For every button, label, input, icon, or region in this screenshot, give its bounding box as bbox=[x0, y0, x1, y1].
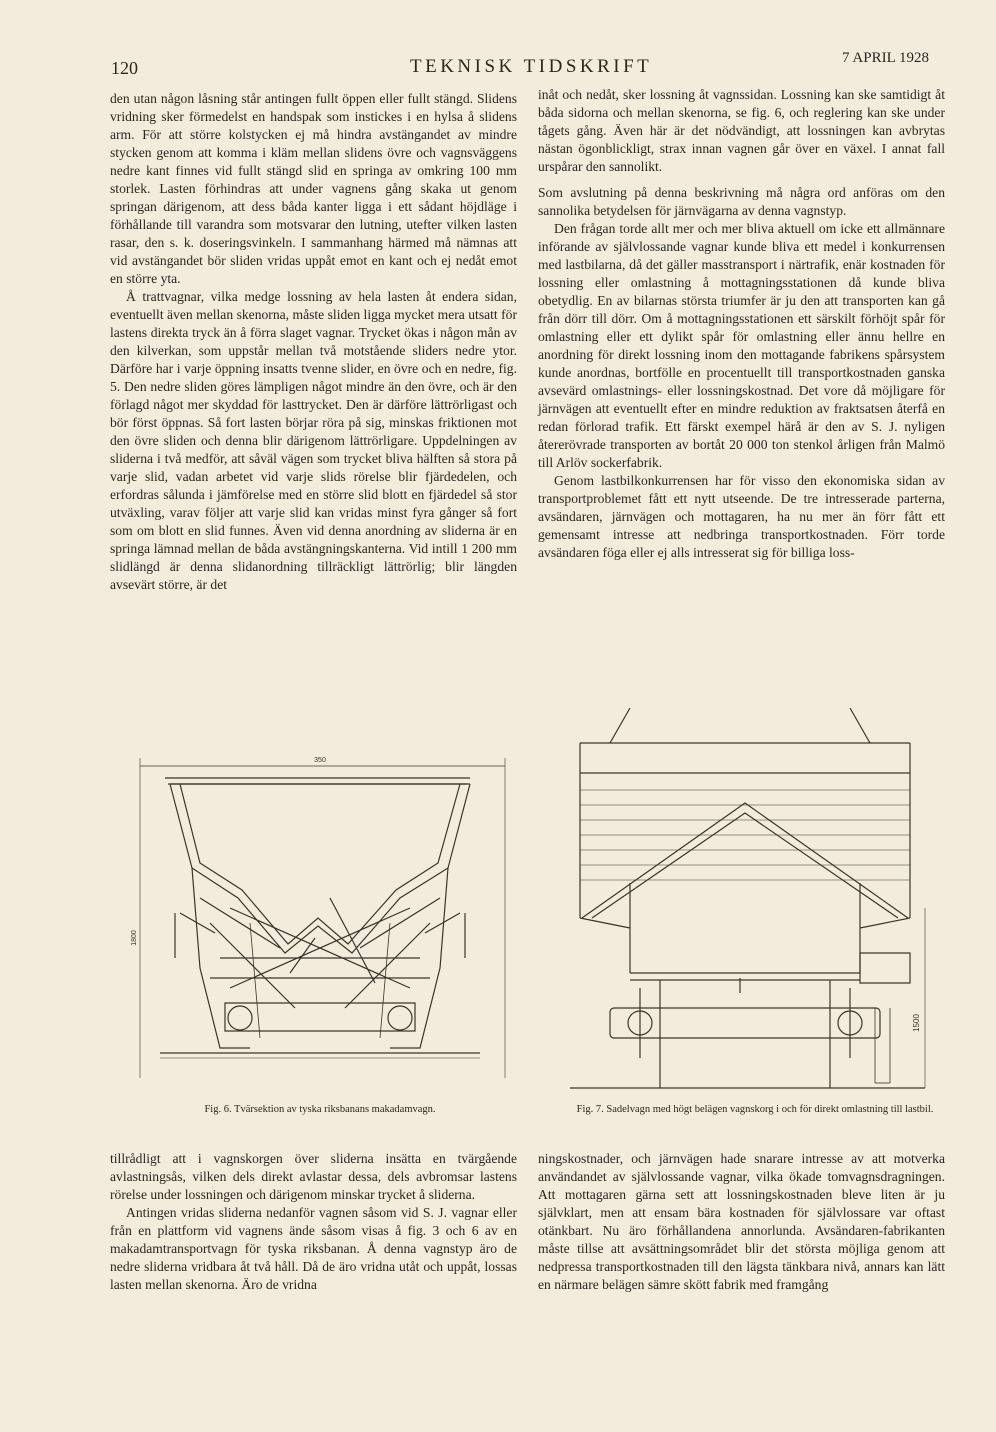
paragraph: Å trattvagnar, vilka medge lossning av hela lasten åt endera sidan, eventuellt även mellan skenorna, måste sliden ligga mycket mera utsatt för lastens direkta tryck än å förra slaget vagnar. Trycket ökas i någon mån av den kilverkan, som uppstår mellan två motstående sliders nedre ytor. Därföre har i varje öppning insatts tvenne slider, en övre och en nedre, fig. 5. Den nedre sliden göres lämpligen något mindre än den övre, och är den förlagd något mer skyddad för lasttrycket. Den är därföre lättrörligast och bör först öppnas. Så fort lasten börjar röra på sig, minskas friktionen mot den övre sliden och denna blir därigenom lättrörligare. Uppdelningen av sliderna i två medför, att såväl vägen som trycket bliva hälften så stora på varje slid, vadan arbetet vid varje slids rörelse blir fjärdedelen, och erfordras sålunda i jämförelse med en större slid blott en fjärdedel så stor utväxling, varav följer att varje slid kan vridas minst fyra gånger så fort som om blott en slid funnes. Även vid denna anordning av sliderna är en springa lämnad mellan de båda avstängningskanterna. Vid intill 1 200 mm slidlängd är denna slidanordning tillräckligt lättrörlig; blir längden avsevärt större, är det bbox=[110, 289, 517, 592]
paragraph: Den frågan torde allt mer och mer bliva aktuell om icke ett allmännare införande av självlossande vagnar kunde bliva ett medel i konkurrensen med lastbilarna, då det gäller masstransport i närtrafik, enär kostnaden för lossning eller omlastning å mottagningsstationen då kunde bliva obetydlig. En av bilarnas största triumfer är ju den att transporten kan gå från dörr till dörr. Om å mottagningsstationen ett särskilt förhöjt spår för omlastning eller ett dylikt spår för omlastning eller ännu hellre en anordning för direkt lossning inom den mottagande fabrikens spårsystem kunde anordnas, bortfölle en procentuellt till transportkostnaden ganska avsevärd omlastnings- eller lossningskostnad. Det vore då möjligare för järnvägen att eventuellt efter en mindre reduktion av fraktsatsen återfå en redan förlorad trafik. Ett färskt exempel härå är den av S. J. nyligen återerövrade transporten av bortåt 20 000 ton stenkol årligen från Malmö till Arlöv sockerfabrik. bbox=[538, 221, 945, 470]
paragraph: tillrådligt att i vagnskorgen över sliderna insätta en tvärgående avlastningsås, vilken dels direkt avlastar dessa, dels avbromsar lastens rörelse under lossningen och därigenom minskar trycket å sliderna. bbox=[110, 1151, 517, 1202]
paragraph: inåt och nedåt, sker lossning åt vagnssidan. Lossning kan ske samtidigt åt båda sidorna och mellan skenorna, se fig. 6, och reglering kan ske under tågets gång. Även här är det nödvändigt, att lossningen kan avbrytas nästan ögonblickligt, strax innan vagnen går över en växel. I annat fall urspårar den sannolikt. bbox=[538, 87, 945, 174]
figure-7-caption: Fig. 7. Sadelvagn med högt belägen vagnskorg i och för direkt omlastning till lastbil. bbox=[576, 1104, 934, 1115]
fig6-dimension-top: 350 bbox=[314, 757, 326, 764]
paragraph: den utan någon låsning står antingen fullt öppen eller fullt stängd. Slidens vridning sker förmedelst en handspak som instickes i en hylsa å slidens arm. För att större kolstycken ej må hindra avstängandet av mindre stycken genom att komma i kläm mellan slidens övre och vagnsväggens nedre kant finnes vid fullt stängd slid en springa av omkring 100 mm storlek. Lasten förhindras att under vagnens gång skaka ut genom springan därigenom, att dess båda kanter ligga i ett sådant höjdläge i förhållande till varandra som motsvarar den lutning, utefter vilken lasten rasar, den s. k. doseringsvinkeln. I sammanhang härmed må nämnas att vid avstängandet bör sliden vridas uppåt emot en kant och ej nedåt emot en större yta. bbox=[110, 91, 517, 286]
issue-date: 7 APRIL 1928 bbox=[842, 50, 929, 66]
figure-7-drawing bbox=[570, 708, 940, 1098]
figure-6-drawing bbox=[120, 748, 520, 1098]
fig7-dimension-side: 1500 bbox=[912, 1014, 921, 1032]
journal-title: TEKNISK TIDSKRIFT bbox=[410, 56, 653, 77]
column-top-left bbox=[110, 90, 517, 594]
column-bottom-left bbox=[110, 1150, 517, 1294]
figure-6-caption: Fig. 6. Tvärsektion av tyska riksbanans makadamvagn. bbox=[204, 1104, 436, 1115]
paragraph: Antingen vridas sliderna nedanför vagnen såsom vid S. J. vagnar eller från en plattform vid vagnens ände såsom visas å fig. 3 och 6 av en makadamtransportvagn för tyska riksbanan. Å denna vagnstyp äro de nedre sliderna vridbara åt två håll. Då de äro vridna utåt och uppåt, lossas lasten mellan skenorna. Äro de vridna bbox=[110, 1205, 517, 1292]
column-top-right bbox=[538, 86, 945, 562]
page-number: 120 bbox=[111, 58, 138, 78]
paragraph: ningskostnader, och järnvägen hade snarare intresse av att motverka användandet av självlossande vagnar, vilka ökade tomvagnsdragningen. Att mottagaren gärna sett att lossningskostnaden bleve liten är ju självklart, men att ensam bära kostnaden för självlossare var oftast otänkbart. Nu äro förhållandena annorlunda. Avsändaren-fabrikanten måste tillse att avsättningsområdet blir det största möjliga genom att nedpressa transportkostnaden till den lägsta tänkbara nivå, annars kan lätt en närmare belägen sämre skött fabrik med framgång bbox=[538, 1151, 945, 1292]
fig6-dimension-side: 1800 bbox=[131, 930, 138, 946]
paragraph: Som avslutning på denna beskrivning må några ord anföras om den sannolika betydelsen för järnvägarna av denna vagnstyp. bbox=[538, 185, 945, 218]
paragraph: Genom lastbilkonkurrensen har för visso den ekonomiska sidan av transportproblemet fått ett nytt utseende. De tre intresserade parterna, avsändaren, järnvägen och mottagaren, ha nu mer än förr fått ett gemensamt intresse att nedbringa transportkostnaden. Förr torde avsändaren föga eller ej alls intresserat sig för billiga loss- bbox=[538, 473, 945, 560]
column-bottom-right bbox=[538, 1150, 945, 1294]
